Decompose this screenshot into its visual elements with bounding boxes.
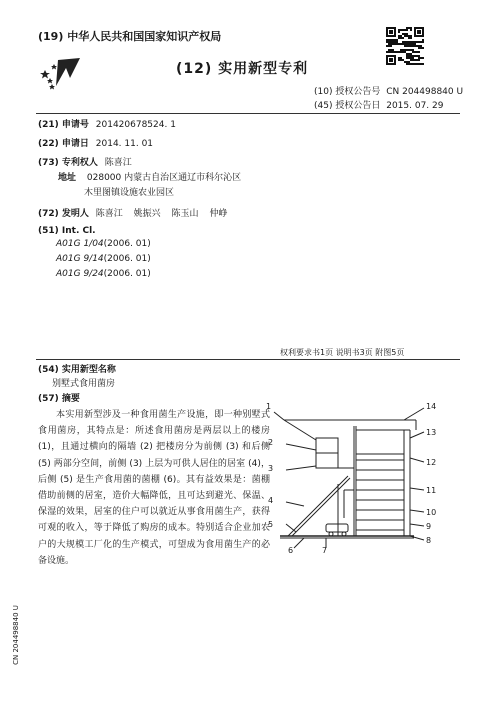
side-stamp-text: CN 204498840 U [12, 605, 20, 665]
application-number-label: (21) 申请号 [38, 120, 89, 130]
document-type: (12) 实用新型专利 [176, 61, 309, 77]
address-line-1: 028000 内蒙古自治区通辽市科尔沁区 [86, 173, 242, 183]
intcl-code: A01G 1/04 [56, 239, 104, 249]
publication-number-value: CN 204498840 U [386, 87, 464, 97]
figure-label: 5 [268, 520, 274, 529]
intcl-year: (2006. 01) [103, 269, 151, 279]
publication-date-label: (45) 授权公告日 [314, 101, 381, 111]
intcl-entry [56, 238, 151, 250]
intcl-code: A01G 9/24 [56, 269, 104, 279]
application-date [38, 138, 153, 150]
figure-label: 2 [268, 438, 274, 447]
figure-label: 8 [426, 536, 432, 545]
patentee [38, 157, 132, 169]
inventor-name: 陈喜江 [95, 209, 123, 219]
abstract-figure [264, 398, 454, 558]
side-publication-stamp [8, 598, 22, 674]
qr-code [386, 27, 424, 65]
figure-label: 7 [322, 546, 328, 555]
address [58, 172, 241, 184]
publication-date-value: 2015. 07. 29 [386, 101, 444, 111]
title-label: (54) 实用新型名称 [38, 365, 116, 375]
intcl-code: A01G 9/14 [56, 254, 104, 264]
intcl-entry [56, 268, 151, 280]
publication-number [314, 86, 463, 98]
page-count-info: 权利要求书1页 说明书3页 附图5页 [280, 348, 405, 357]
address-label: 地址 [58, 173, 77, 183]
address-line-2: 木里图镇设施农业园区 [84, 188, 175, 198]
figure-label: 10 [426, 508, 437, 517]
figure-label: 14 [426, 402, 437, 411]
publication-number-label: (10) 授权公告号 [314, 87, 381, 97]
application-date-label: (22) 申请日 [38, 139, 89, 149]
application-number [38, 119, 176, 131]
figure-label: 1 [266, 402, 272, 411]
inventor-name: 陈玉山 [171, 209, 199, 219]
inventor-name: 仲峥 [209, 209, 228, 219]
application-date-value: 2014. 11. 01 [95, 139, 154, 149]
abstract-label: (57) 摘要 [38, 394, 80, 404]
figure-label: 3 [268, 464, 274, 473]
inventors-label: (72) 发明人 [38, 209, 89, 219]
header-divider [36, 113, 460, 114]
utility-model-title: 别墅式食用菌房 [52, 379, 116, 389]
intcl-label: (51) Int. Cl. [38, 226, 96, 236]
intcl-year: (2006. 01) [103, 254, 151, 264]
intcl-year: (2006. 01) [103, 239, 151, 249]
inventor-name: 姚振兴 [133, 209, 161, 219]
publication-date [314, 100, 443, 112]
application-number-value: 201420678524. 1 [95, 120, 176, 130]
patentee-label: (73) 专利权人 [38, 158, 98, 168]
figure-label: 12 [426, 458, 437, 467]
figure-label: 4 [268, 496, 274, 505]
section-divider [36, 359, 460, 360]
office-emblem-icon [40, 56, 84, 92]
abstract-text: 本实用新型涉及一种食用菌生产设施，即一种别墅式食用菌房，其特点是：所述食用菌房是两层以上的楼房 (1)，且通过横向的隔墙 (2) 把楼房分为前侧 (3) 和后侧 (5) 两部分空间，前侧 (3) 上层为可供人居住的居室 (4)，后侧 (5) 是生产食用菌的菌棚 (6)。其有益效果是：菌棚借助前侧的居室，造价大幅降低，且可达到避光、保温、保湿的效果，居室的住户可以就近从事食用菌生产，获得可观的收入，等于降低了购房的成本。特别适合企业加农户的大规模工厂化的生产模式，可望成为食用菌生产的必备设施。 [38, 410, 270, 566]
figure-label: 11 [426, 486, 437, 495]
figure-label: 9 [426, 522, 432, 531]
figure-label: 13 [426, 428, 437, 437]
intcl-entry [56, 253, 151, 265]
patent-office-name: (19) 中华人民共和国国家知识产权局 [38, 30, 222, 43]
patentee-value: 陈喜江 [104, 158, 132, 168]
inventors [38, 208, 227, 220]
figure-label: 6 [288, 546, 294, 555]
